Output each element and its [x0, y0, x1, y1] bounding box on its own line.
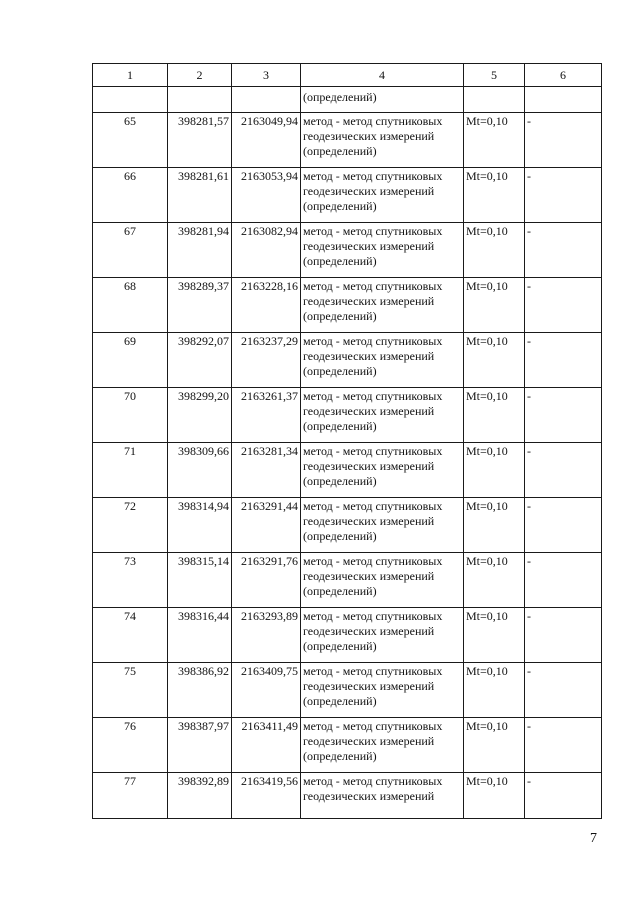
cell-method	[301, 443, 464, 498]
cell-method	[301, 333, 464, 388]
cell-precision: Mt=0,10	[464, 773, 525, 819]
method-line: геодезических измерений	[303, 734, 435, 748]
cell-point-number: 74	[93, 608, 168, 663]
cell-coordinate-x: 398309,66	[168, 443, 232, 498]
method-line: (определений)	[303, 474, 377, 488]
cell-point-number: 69	[93, 333, 168, 388]
cell-method	[301, 553, 464, 608]
method-line: геодезических измерений	[303, 349, 435, 363]
column-header-1: 1	[93, 64, 168, 87]
cell-coordinate-y: 2163053,94	[232, 168, 301, 223]
method-line: геодезических измерений	[303, 624, 435, 638]
cell-point-number: 73	[93, 553, 168, 608]
cell-method	[301, 223, 464, 278]
method-line: метод - метод спутниковых	[303, 719, 443, 733]
method-line: (определений)	[303, 584, 377, 598]
method-line: метод - метод спутниковых	[303, 664, 443, 678]
cell-coordinate-x: 398387,97	[168, 718, 232, 773]
method-line: метод - метод спутниковых	[303, 389, 443, 403]
cell-point-number: 67	[93, 223, 168, 278]
cell-description: -	[525, 223, 602, 278]
cell-precision: Mt=0,10	[464, 553, 525, 608]
cell-description: -	[525, 168, 602, 223]
method-line: геодезических измерений	[303, 129, 435, 143]
cell-coordinate-x: 398316,44	[168, 608, 232, 663]
method-line: геодезических измерений	[303, 679, 435, 693]
method-line: (определений)	[303, 639, 377, 653]
table-header-row	[93, 64, 602, 87]
table-row	[93, 223, 602, 278]
table-row	[93, 113, 602, 168]
cell-coordinate-y: 2163237,29	[232, 333, 301, 388]
cell-coordinate-x: 398281,61	[168, 168, 232, 223]
method-line: метод - метод спутниковых	[303, 444, 443, 458]
cell-precision: Mt=0,10	[464, 663, 525, 718]
cell-coordinate-y: 2163293,89	[232, 608, 301, 663]
cell-precision: Mt=0,10	[464, 113, 525, 168]
cell-coordinate-x: 398314,94	[168, 498, 232, 553]
cell-point-number: 77	[93, 773, 168, 819]
cell-description: -	[525, 113, 602, 168]
cell-coordinate-y: 2163228,16	[232, 278, 301, 333]
method-line: (определений)	[303, 309, 377, 323]
method-line: метод - метод спутниковых	[303, 114, 443, 128]
cell-description: -	[525, 333, 602, 388]
cell-method	[301, 498, 464, 553]
cell-description: -	[525, 718, 602, 773]
cell-point-number: 65	[93, 113, 168, 168]
method-line: геодезических измерений	[303, 184, 435, 198]
cell-coordinate-y: 2163411,49	[232, 718, 301, 773]
cell-description: -	[525, 278, 602, 333]
method-line: (определений)	[303, 694, 377, 708]
method-line: геодезических измерений	[303, 404, 435, 418]
cell-precision: Mt=0,10	[464, 223, 525, 278]
cell-coordinate-x: 398299,20	[168, 388, 232, 443]
cell-description	[525, 87, 602, 113]
cell-coordinate-x: 398392,89	[168, 773, 232, 819]
method-line: (определений)	[303, 144, 377, 158]
page-number: 7	[590, 831, 597, 846]
cell-method	[301, 718, 464, 773]
column-header-4: 4	[301, 64, 464, 87]
cell-method	[301, 168, 464, 223]
cell-coordinate-x	[168, 87, 232, 113]
cell-precision: Mt=0,10	[464, 498, 525, 553]
cell-description: -	[525, 773, 602, 819]
method-line: (определений)	[303, 199, 377, 213]
column-header-6: 6	[525, 64, 602, 87]
column-header-2: 2	[168, 64, 232, 87]
cell-coordinate-x: 398281,94	[168, 223, 232, 278]
cell-point-number: 72	[93, 498, 168, 553]
table-row	[93, 168, 602, 223]
method-line: геодезических измерений	[303, 459, 435, 473]
cell-coordinate-y	[232, 87, 301, 113]
method-line: (определений)	[303, 90, 377, 104]
cell-coordinate-x: 398292,07	[168, 333, 232, 388]
cell-coordinate-x: 398281,57	[168, 113, 232, 168]
table-row	[93, 498, 602, 553]
method-line: метод - метод спутниковых	[303, 554, 443, 568]
method-line: геодезических измерений	[303, 514, 435, 528]
cell-method	[301, 608, 464, 663]
cell-precision: Mt=0,10	[464, 278, 525, 333]
cell-point-number	[93, 87, 168, 113]
cell-coordinate-y: 2163082,94	[232, 223, 301, 278]
table-row	[93, 773, 602, 819]
table-row	[93, 663, 602, 718]
cell-description: -	[525, 608, 602, 663]
cell-point-number: 75	[93, 663, 168, 718]
cell-method	[301, 113, 464, 168]
cell-method	[301, 278, 464, 333]
cell-coordinate-y: 2163409,75	[232, 663, 301, 718]
cell-coordinate-x: 398289,37	[168, 278, 232, 333]
method-line: геодезических измерений	[303, 239, 435, 253]
method-line: метод - метод спутниковых	[303, 774, 443, 788]
cell-precision: Mt=0,10	[464, 443, 525, 498]
table-row	[93, 608, 602, 663]
table-row	[93, 388, 602, 443]
cell-coordinate-y: 2163049,94	[232, 113, 301, 168]
cell-coordinate-y: 2163291,76	[232, 553, 301, 608]
method-line: метод - метод спутниковых	[303, 609, 443, 623]
cell-coordinate-y: 2163419,56	[232, 773, 301, 819]
method-line: метод - метод спутниковых	[303, 334, 443, 348]
cell-coordinate-x: 398386,92	[168, 663, 232, 718]
method-line: метод - метод спутниковых	[303, 279, 443, 293]
cell-coordinate-y: 2163291,44	[232, 498, 301, 553]
cell-method	[301, 388, 464, 443]
table-row	[93, 553, 602, 608]
cell-coordinate-y: 2163261,37	[232, 388, 301, 443]
cell-precision: Mt=0,10	[464, 333, 525, 388]
table-row	[93, 278, 602, 333]
cell-point-number: 71	[93, 443, 168, 498]
cell-method	[301, 663, 464, 718]
table-row	[93, 333, 602, 388]
method-line: (определений)	[303, 364, 377, 378]
cell-description: -	[525, 443, 602, 498]
cell-point-number: 68	[93, 278, 168, 333]
method-line: метод - метод спутниковых	[303, 224, 443, 238]
column-header-5: 5	[464, 64, 525, 87]
method-line: геодезических измерений	[303, 569, 435, 583]
cell-method	[301, 773, 464, 819]
cell-coordinate-x: 398315,14	[168, 553, 232, 608]
cell-description: -	[525, 553, 602, 608]
cell-precision: Mt=0,10	[464, 608, 525, 663]
method-line: (определений)	[303, 254, 377, 268]
table-body	[93, 87, 602, 819]
cell-precision: Mt=0,10	[464, 388, 525, 443]
cell-precision: Mt=0,10	[464, 718, 525, 773]
cell-precision	[464, 87, 525, 113]
table-row	[93, 443, 602, 498]
method-line: метод - метод спутниковых	[303, 169, 443, 183]
cell-description: -	[525, 388, 602, 443]
coordinates-table	[92, 63, 602, 819]
table-row	[93, 718, 602, 773]
cell-point-number: 66	[93, 168, 168, 223]
column-header-3: 3	[232, 64, 301, 87]
cell-point-number: 70	[93, 388, 168, 443]
method-line: (определений)	[303, 419, 377, 433]
cell-precision: Mt=0,10	[464, 168, 525, 223]
cell-point-number: 76	[93, 718, 168, 773]
cell-description: -	[525, 663, 602, 718]
table-row-continuation	[93, 87, 602, 113]
method-line: геодезических измерений	[303, 789, 435, 803]
method-line: (определений)	[303, 529, 377, 543]
cell-method	[301, 87, 464, 113]
method-line: геодезических измерений	[303, 294, 435, 308]
method-line: (определений)	[303, 749, 377, 763]
cell-coordinate-y: 2163281,34	[232, 443, 301, 498]
method-line: метод - метод спутниковых	[303, 499, 443, 513]
cell-description: -	[525, 498, 602, 553]
